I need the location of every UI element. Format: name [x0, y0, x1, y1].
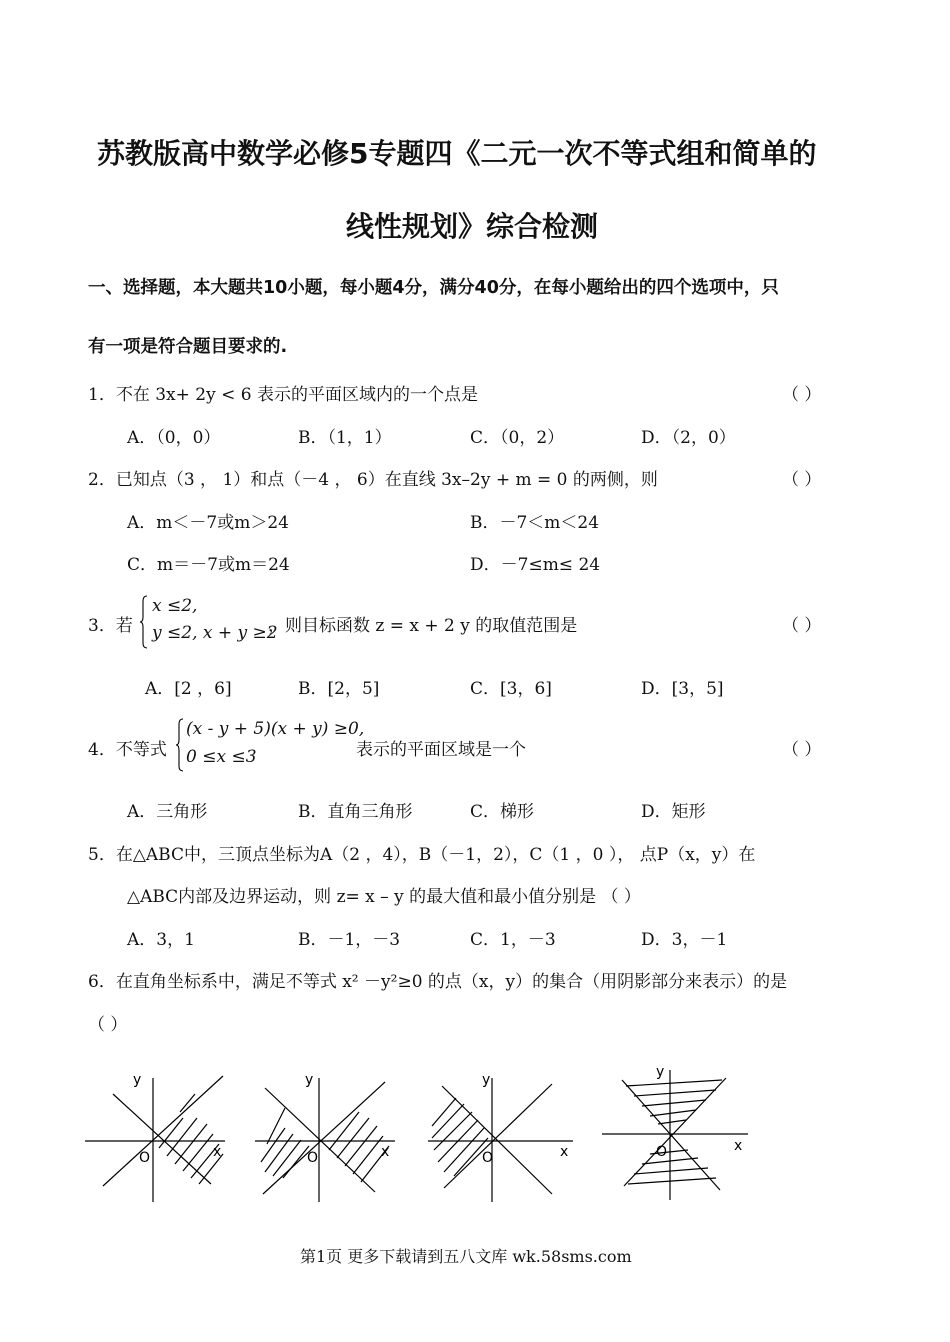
question-4-answer-blank: （ ） [782, 740, 822, 760]
section-heading-line2: 有一项是符合题目要求的. [88, 337, 288, 357]
question-1-answer-blank: （ ） [782, 385, 822, 405]
question-6-line1: 6．在直角坐标系中，满足不等式 x² －y²≥0 的点（x，y）的集合（用阴影部分来表示）的是 [88, 972, 788, 992]
question-4-inequality-system [176, 718, 365, 772]
question-5-option-a: A．3，1 [127, 930, 195, 950]
page-title-line1: 苏教版高中数学必修5专题四《二元一次不等式组和简单的 [97, 137, 817, 170]
question-4-option-d: D．矩形 [641, 802, 706, 822]
question-4-option-a: A．三角形 [127, 802, 208, 822]
x-axis-label: x [560, 1144, 569, 1160]
question-6-line2: （ ） [88, 1015, 128, 1035]
question-2-option-d: D．－7≤m≤ 24 [470, 555, 601, 575]
question-3-option-a: A．[2 ，6] [145, 679, 232, 699]
question-3-option-b: B．[2，5] [298, 679, 380, 699]
question-2-option-a: A．m＜－7或m＞24 [127, 513, 289, 533]
question-4-option-b: B．直角三角形 [298, 802, 413, 822]
line-y-eq-x [103, 1076, 223, 1186]
y-axis-label: y [305, 1072, 314, 1088]
question-4-suffix: 表示的平面区域是一个 [356, 740, 526, 760]
question-5-line1: 5．在△ABC中，三顶点坐标为A（2 ，4），B（－1，2），C（1 ，0 ）， 点P（x，y）在 [88, 845, 756, 865]
origin-label: O [656, 1144, 668, 1160]
line-y-eq-x [444, 1084, 552, 1188]
section-heading-line1: 一、选择题，本大题共10小题，每小题4分，满分40分，在每小题给出的四个选项中，只 [88, 278, 779, 298]
question-1-stem: 1．不在 3x+ 2y < 6 表示的平面区域内的一个点是 [88, 385, 478, 405]
y-axis-label: y [656, 1064, 665, 1080]
question-3-inequality-system [140, 595, 278, 649]
question-3-system-line2: y ≤2, x + y ≥2 [152, 623, 278, 643]
question-1-option-b: B．（1，1） [298, 428, 392, 448]
page-footer: 第1页 更多下载请到五八文库 wk.58sms.com [300, 1247, 632, 1266]
x-axis-label: x [734, 1138, 743, 1154]
question-1-option-d: D．（2，0） [641, 428, 736, 448]
question-5-option-c: C．1，－3 [470, 930, 556, 950]
hatch-shading [432, 1098, 488, 1176]
x-axis-label: x [381, 1144, 390, 1160]
page-title-line2: 线性规划》综合检测 [346, 210, 599, 243]
question-2-option-b: B．－7＜m＜24 [470, 513, 600, 533]
origin-label: O [139, 1150, 151, 1166]
question-1-option-c: C．（0，2） [470, 428, 565, 448]
question-3-answer-blank: （ ） [782, 616, 822, 636]
y-axis-label: y [133, 1072, 142, 1088]
question-5-option-b: B．－1，－3 [298, 930, 401, 950]
left-brace-icon [176, 718, 184, 772]
question-4-system-line2: 0 ≤x ≤3 [186, 747, 257, 767]
question-4-prefix: 4．不等式 [88, 740, 167, 760]
question-3-option-c: C．[3，6] [470, 679, 552, 699]
question-4-system-line1: (x - y + 5)(x + y) ≥0, [186, 719, 365, 739]
graph-option-b [255, 1068, 410, 1208]
line-y-eq-x [624, 1078, 726, 1186]
origin-label: O [482, 1150, 494, 1166]
x-axis-label: x [213, 1144, 222, 1160]
question-5-line2: △ABC内部及边界运动，则 z= x – y 的最大值和最小值分别是 （ ） [127, 887, 641, 907]
question-5-option-d: D．3，－1 [641, 930, 728, 950]
graph-option-d [600, 1060, 760, 1208]
y-axis-label: y [482, 1072, 491, 1088]
question-4-option-c: C．梯形 [470, 802, 535, 822]
graph-option-c [428, 1068, 583, 1208]
question-2-stem: 2．已知点（3 ， 1）和点（－4 ， 6）在直线 3x–2y + m = 0 的两侧，则 [88, 470, 658, 490]
left-brace-icon [140, 595, 148, 649]
question-1-option-a: A．（0，0） [127, 428, 221, 448]
question-2-option-c: C．m＝－7或m＝24 [127, 555, 290, 575]
hatch-shading [159, 1094, 223, 1184]
question-3-suffix: ，则目标函数 z = x + 2 y 的取值范围是 [268, 616, 578, 636]
question-3-prefix: 3．若 [88, 616, 133, 636]
question-2-answer-blank: （ ） [782, 470, 822, 490]
question-3-option-d: D．[3，5] [641, 679, 724, 699]
graph-option-a [85, 1068, 240, 1208]
origin-label: O [307, 1150, 319, 1166]
question-3-system-line1: x ≤2, [152, 596, 198, 616]
line-y-eq-neg-x [113, 1094, 211, 1184]
